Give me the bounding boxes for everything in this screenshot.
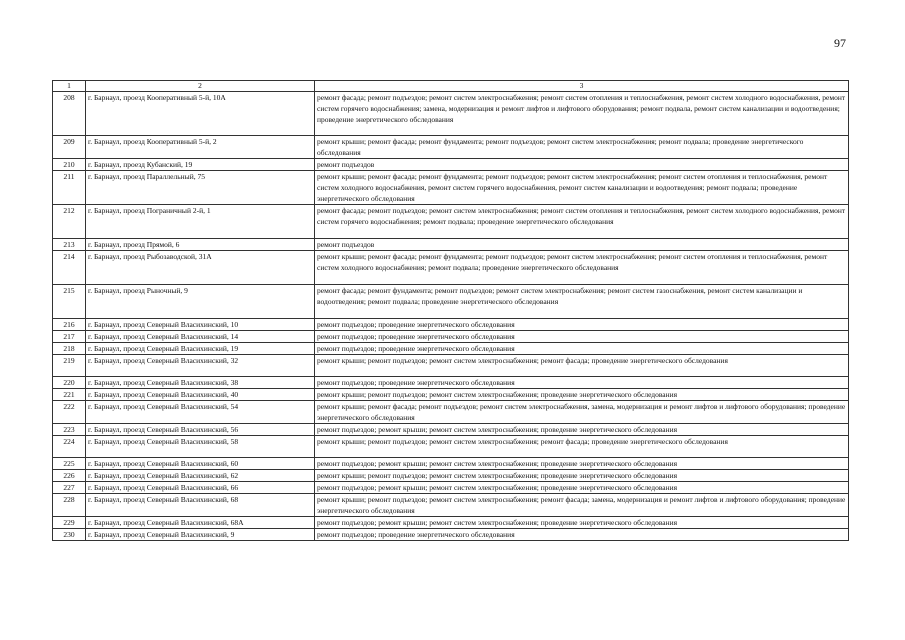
- row-works: ремонт крыши; ремонт фасада; ремонт фундамента; ремонт подъездов; ремонт систем электроснабжения; ремонт систем отопления и теплоснабжения, ремонт систем холодного водоснабжения, ремонт систем горячего водоснабжения, ремонт систем канализации и водоотведения; ремонт подвала; проведение энергетического обследования: [315, 171, 849, 205]
- repair-registry-table: [52, 80, 849, 541]
- row-works: ремонт подъездов; проведение энергетического обследования: [315, 529, 849, 541]
- row-address: г. Барнаул, проезд Пограничный 2-й, 1: [86, 205, 315, 239]
- column-number-header-row: [53, 81, 849, 92]
- row-number: 216: [53, 319, 86, 331]
- column-header-1: 1: [53, 81, 86, 92]
- row-works: ремонт крыши; ремонт фасада; ремонт фундамента; ремонт подъездов; ремонт систем электроснабжения; ремонт подвала; проведение энергетического обследования: [315, 136, 849, 159]
- row-address: г. Барнаул, проезд Северный Власихинский, 68А: [86, 517, 315, 529]
- row-number: 225: [53, 458, 86, 470]
- row-works: ремонт крыши; ремонт подъездов; ремонт систем электроснабжения; проведение энергетического обследования: [315, 389, 849, 401]
- row-address: г. Барнаул, проезд Северный Власихинский, 32: [86, 355, 315, 377]
- table-row: [53, 92, 849, 136]
- row-address: г. Барнаул, проезд Северный Власихинский, 66: [86, 482, 315, 494]
- table-row: [53, 331, 849, 343]
- table-row: [53, 171, 849, 205]
- row-number: 222: [53, 401, 86, 424]
- table-row: [53, 239, 849, 251]
- row-number: 209: [53, 136, 86, 159]
- row-address: г. Барнаул, проезд Кооперативный 5-й, 2: [86, 136, 315, 159]
- row-works: ремонт крыши; ремонт подъездов; ремонт систем электроснабжения; проведение энергетического обследования: [315, 470, 849, 482]
- table-body: [53, 92, 849, 541]
- row-number: 219: [53, 355, 86, 377]
- row-address: г. Барнаул, проезд Рыночный, 9: [86, 285, 315, 319]
- row-works: ремонт подъездов; ремонт крыши; ремонт систем электроснабжения; проведение энергетического обследования: [315, 458, 849, 470]
- table-row: [53, 389, 849, 401]
- row-address: г. Барнаул, проезд Северный Власихинский, 19: [86, 343, 315, 355]
- table-row: [53, 494, 849, 517]
- row-address: г. Барнаул, проезд Кубанский, 19: [86, 159, 315, 171]
- row-address: г. Барнаул, проезд Северный Власихинский, 60: [86, 458, 315, 470]
- page-number: 97: [834, 36, 846, 50]
- table-row: [53, 458, 849, 470]
- row-works: ремонт подъездов: [315, 159, 849, 171]
- row-works: ремонт подъездов: [315, 239, 849, 251]
- table-row: [53, 401, 849, 424]
- row-address: г. Барнаул, проезд Кооперативный 5-й, 10А: [86, 92, 315, 136]
- row-address: г. Барнаул, проезд Северный Власихинский, 62: [86, 470, 315, 482]
- table-row: [53, 436, 849, 458]
- row-works: ремонт подъездов; проведение энергетического обследования: [315, 331, 849, 343]
- table-row: [53, 355, 849, 377]
- row-address: г. Барнаул, проезд Рыбозаводской, 31А: [86, 251, 315, 285]
- row-works: ремонт крыши; ремонт подъездов; ремонт систем электроснабжения; ремонт фасада; замена, модернизация и ремонт лифтов и лифтового оборудования; проведение энергетического обследования: [315, 494, 849, 517]
- row-number: 218: [53, 343, 86, 355]
- table-row: [53, 285, 849, 319]
- table-row: [53, 343, 849, 355]
- table-row: [53, 424, 849, 436]
- row-address: г. Барнаул, проезд Северный Власихинский, 9: [86, 529, 315, 541]
- row-address: г. Барнаул, проезд Северный Власихинский, 68: [86, 494, 315, 517]
- row-number: 210: [53, 159, 86, 171]
- row-address: г. Барнаул, проезд Прямой, 6: [86, 239, 315, 251]
- row-works: ремонт подъездов; проведение энергетического обследования: [315, 319, 849, 331]
- table-row: [53, 251, 849, 285]
- row-works: ремонт крыши; ремонт фасада; ремонт подъездов; ремонт систем электроснабжения, замена, модернизация и ремонт лифтов и лифтового оборудования; проведение энергетического обследования: [315, 401, 849, 424]
- row-works: ремонт фасада; ремонт подъездов; ремонт систем электроснабжения; ремонт систем отопления и теплоснабжения, ремонт систем холодного водоснабжения, ремонт систем горячего водоснабжения; ремонт подвала; проведение энергетического обследования: [315, 205, 849, 239]
- row-address: г. Барнаул, проезд Северный Власихинский, 10: [86, 319, 315, 331]
- table-row: [53, 319, 849, 331]
- row-works: ремонт подъездов; ремонт крыши; ремонт систем электроснабжения; проведение энергетического обследования: [315, 424, 849, 436]
- row-works: ремонт крыши; ремонт подъездов; ремонт систем электроснабжения; ремонт фасада; проведение энергетического обследования: [315, 436, 849, 458]
- table-row: [53, 482, 849, 494]
- row-number: 208: [53, 92, 86, 136]
- row-number: 211: [53, 171, 86, 205]
- row-number: 213: [53, 239, 86, 251]
- row-works: ремонт крыши; ремонт подъездов; ремонт систем электроснабжения; ремонт фасада; проведение энергетического обследования: [315, 355, 849, 377]
- row-number: 224: [53, 436, 86, 458]
- row-number: 230: [53, 529, 86, 541]
- row-works: ремонт фасада; ремонт подъездов; ремонт систем электроснабжения; ремонт систем отопления и теплоснабжения, ремонт систем холодного водоснабжения, ремонт систем горячего водоснабжения; замена, модернизация и ремонт лифтов и лифтового оборудования; ремонт подвала, ремонт систем канализации и водоотведения; проведение энергетического обследования: [315, 92, 849, 136]
- row-works: ремонт подъездов; ремонт крыши; ремонт систем электроснабжения; проведение энергетического обследования: [315, 482, 849, 494]
- column-header-3: 3: [315, 81, 849, 92]
- column-header-2: 2: [86, 81, 315, 92]
- row-address: г. Барнаул, проезд Северный Власихинский, 14: [86, 331, 315, 343]
- row-works: ремонт подъездов; ремонт крыши; ремонт систем электроснабжения; проведение энергетического обследования: [315, 517, 849, 529]
- table-row: [53, 377, 849, 389]
- row-address: г. Барнаул, проезд Северный Власихинский, 58: [86, 436, 315, 458]
- table-row: [53, 470, 849, 482]
- row-address: г. Барнаул, проезд Северный Власихинский, 40: [86, 389, 315, 401]
- row-works: ремонт крыши; ремонт фасада; ремонт фундамента; ремонт подъездов; ремонт систем электроснабжения; ремонт систем отопления и теплоснабжения, ремонт систем холодного водоснабжения; ремонт подвала; проведение энергетического обследования: [315, 251, 849, 285]
- row-number: 221: [53, 389, 86, 401]
- table-row: [53, 529, 849, 541]
- row-number: 227: [53, 482, 86, 494]
- row-works: ремонт подъездов; проведение энергетического обследования: [315, 377, 849, 389]
- table-row: [53, 517, 849, 529]
- table-row: [53, 136, 849, 159]
- row-number: 220: [53, 377, 86, 389]
- table-row: [53, 159, 849, 171]
- row-number: 215: [53, 285, 86, 319]
- row-address: г. Барнаул, проезд Северный Власихинский, 38: [86, 377, 315, 389]
- row-number: 229: [53, 517, 86, 529]
- row-number: 226: [53, 470, 86, 482]
- table-row: [53, 205, 849, 239]
- row-number: 228: [53, 494, 86, 517]
- row-address: г. Барнаул, проезд Северный Власихинский, 54: [86, 401, 315, 424]
- row-works: ремонт фасада; ремонт фундамента; ремонт подъездов; ремонт систем электроснабжения; ремонт систем газоснабжения, ремонт систем канализации и водоотведения; ремонт подвала; проведение энергетического обследования: [315, 285, 849, 319]
- row-number: 223: [53, 424, 86, 436]
- row-number: 217: [53, 331, 86, 343]
- row-works: ремонт подъездов; проведение энергетического обследования: [315, 343, 849, 355]
- row-number: 214: [53, 251, 86, 285]
- row-number: 212: [53, 205, 86, 239]
- row-address: г. Барнаул, проезд Параллельный, 75: [86, 171, 315, 205]
- row-address: г. Барнаул, проезд Северный Власихинский, 56: [86, 424, 315, 436]
